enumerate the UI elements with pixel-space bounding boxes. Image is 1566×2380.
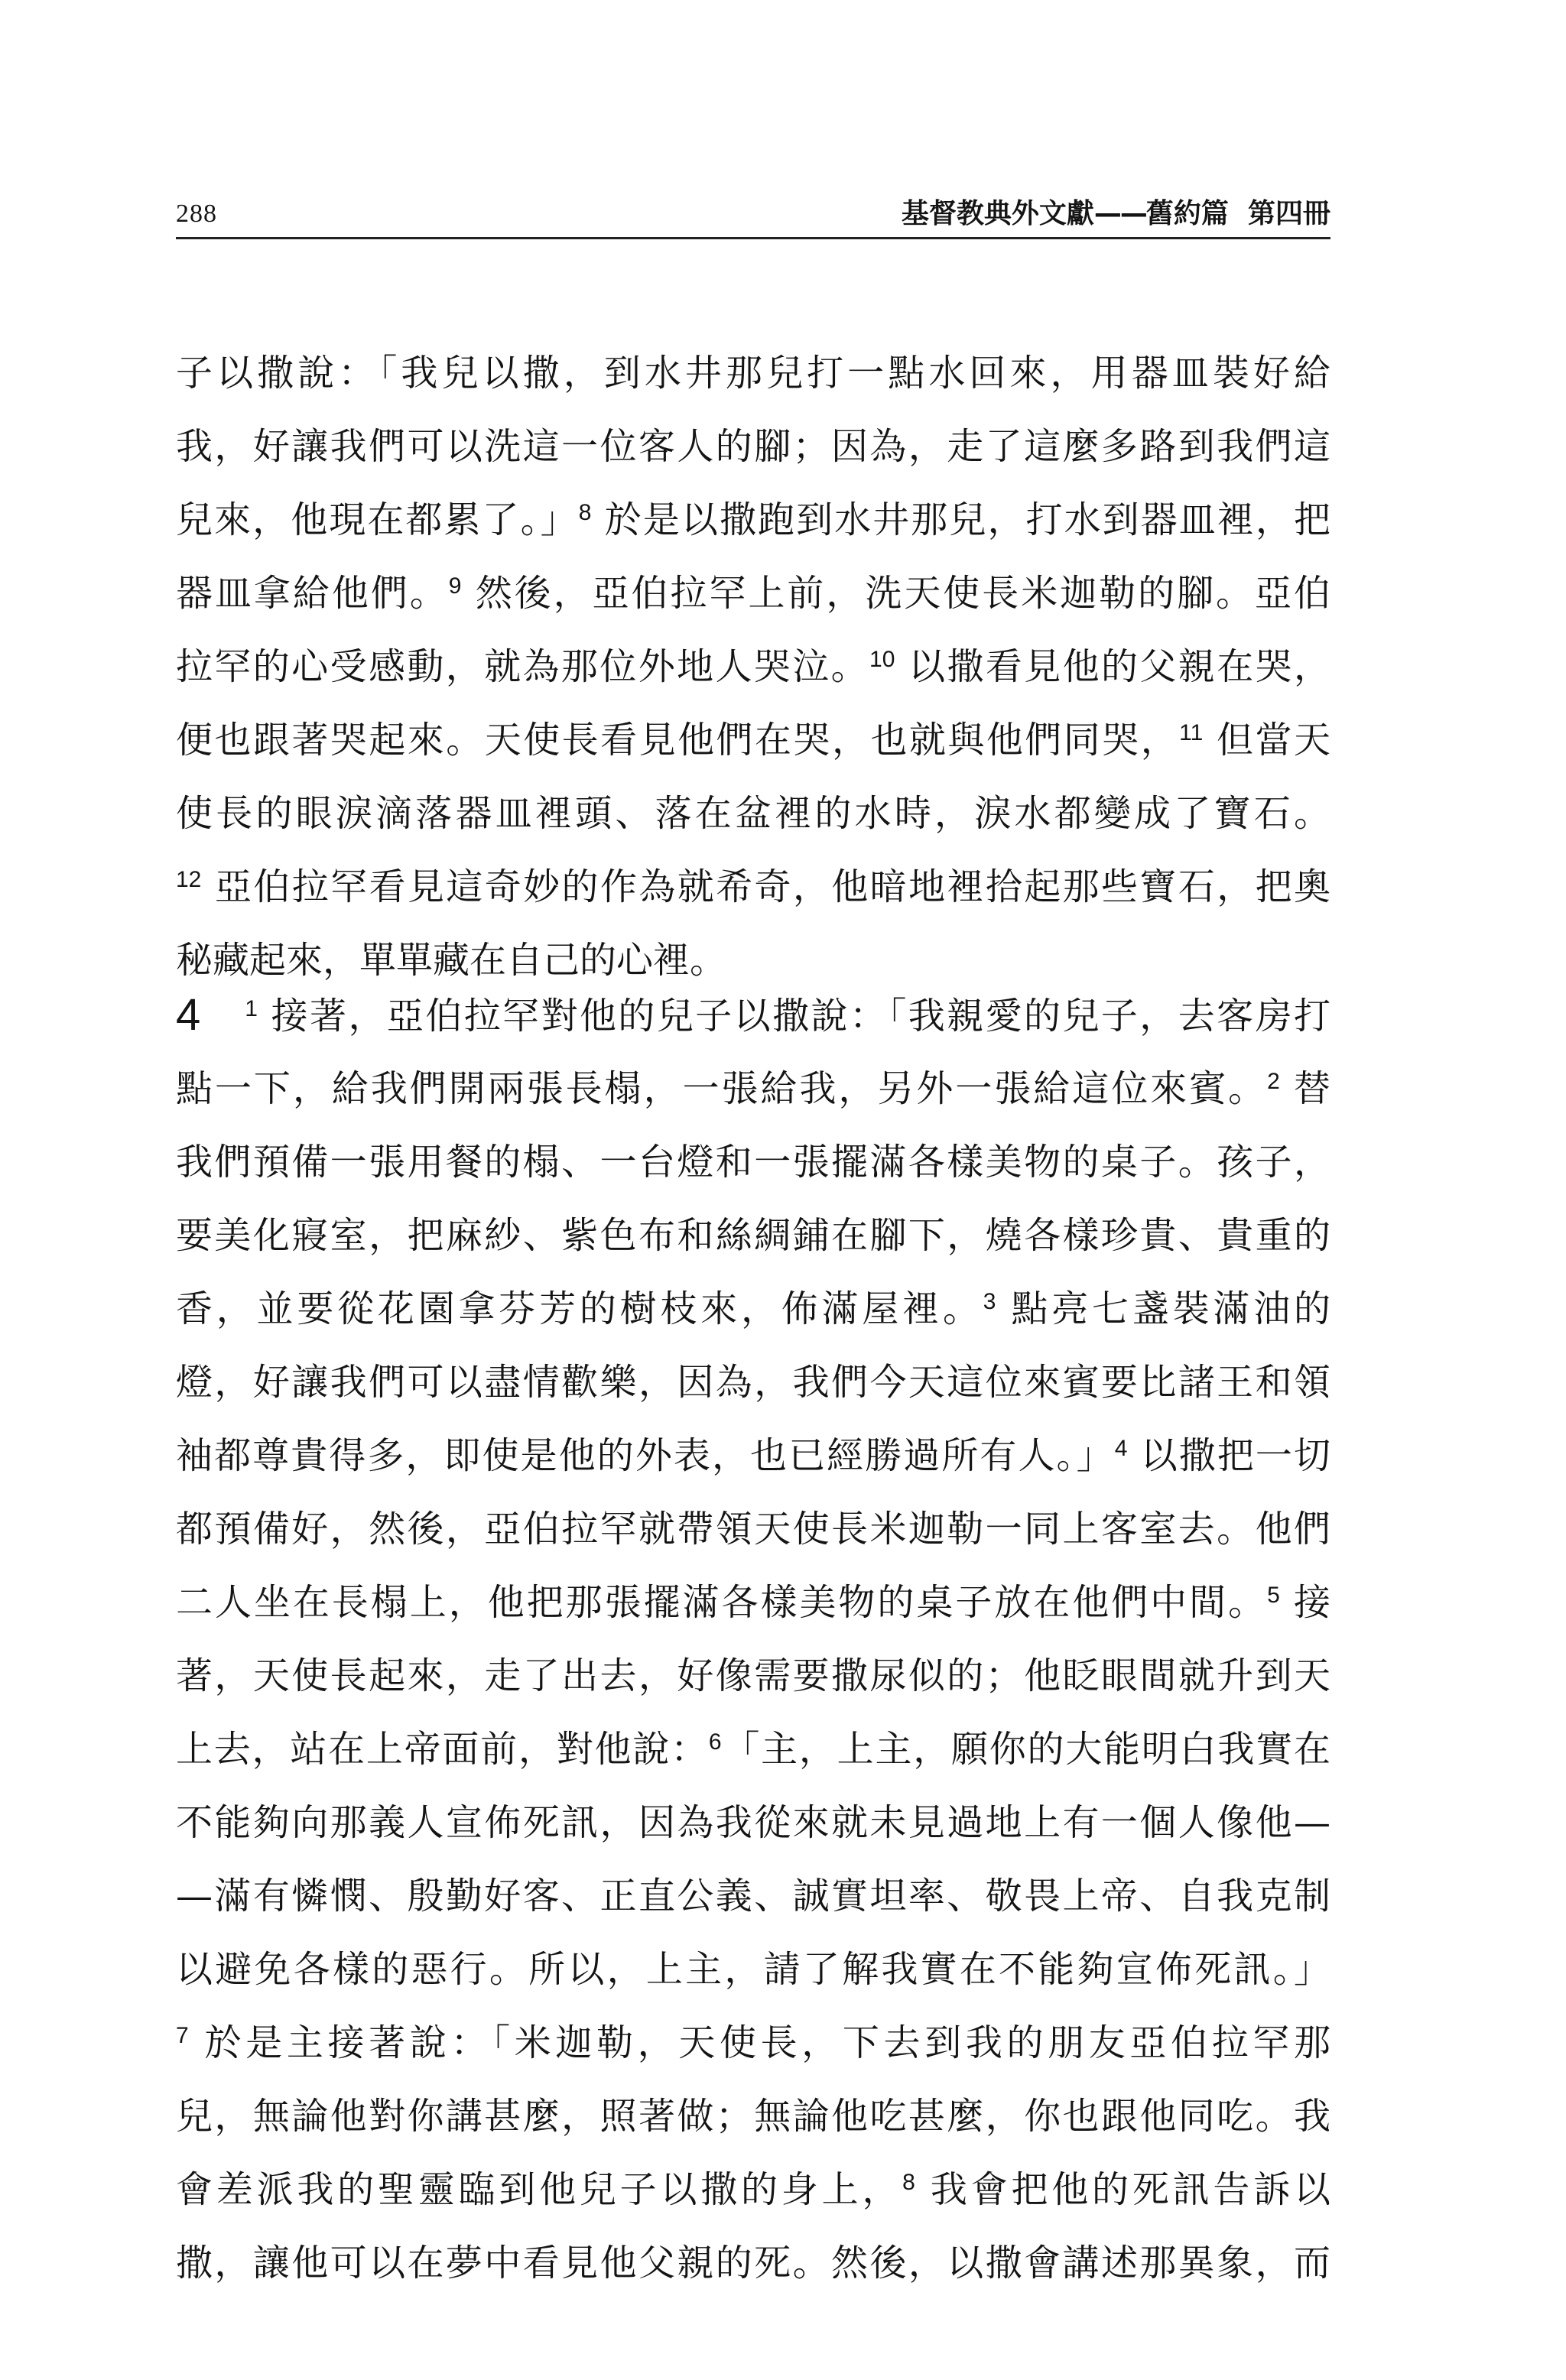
text-line: 燈，好讓我們可以盡情歡樂，因為，我們今天這位來賓要比諸王和領 (176, 1361, 1330, 1404)
line-text: 器皿拿給他們。 (176, 572, 449, 615)
text-line (176, 979, 1330, 1052)
line-text: 我會把他的死訊告訴以 (915, 2168, 1330, 2211)
text-line: 著，天使長起來，走了出去，好像需要撒尿似的；他眨眼間就升到天 (176, 1654, 1330, 1697)
line-text: 亞伯拉罕看見這奇妙的作為就希奇，他暗地裡拾起那些寶石，把奧 (201, 865, 1330, 908)
book-title: 基督教典外文獻 (901, 198, 1094, 229)
verse-number: 5 (1267, 1583, 1280, 1608)
text-line (176, 1052, 1330, 1125)
text-line (176, 2153, 1330, 2226)
line-text: 拉罕的心受感動，就為那位外地人哭泣。 (176, 645, 870, 688)
verse-number: 7 (176, 2023, 189, 2048)
line-text: 但當天 (1203, 719, 1330, 761)
line-text: 香，並要從花園拿芬芳的樹枝來，佈滿屋裡。 (176, 1287, 983, 1330)
running-header (176, 197, 1330, 239)
line-text: 點亮七盞裝滿油的 (996, 1287, 1330, 1330)
line-text: 接 (1279, 1581, 1330, 1624)
text-line: 不能夠向那義人宣佈死訊，因為我從來就未見過地上有一個人像他— (176, 1801, 1330, 1844)
text-line: —滿有憐憫、殷勤好客、正直公義、誠實坦率、敬畏上帝、自我克制 (176, 1875, 1330, 1917)
line-text: 「主，上主，願你的大能明白我實在 (721, 1728, 1330, 1771)
text-line (176, 850, 1330, 924)
text-line (176, 1419, 1330, 1492)
text-line (176, 2006, 1330, 2080)
line-text: 以撒把一切 (1127, 1434, 1330, 1477)
verse-number: 10 (869, 647, 895, 672)
text-line: 兒，無論他對你講甚麼，照著做；無論他吃甚麼，你也跟他同吃。我 (176, 2095, 1330, 2138)
page-number: 288 (176, 200, 217, 228)
verse-number: 6 (708, 1729, 722, 1755)
paragraph-chapter-3-end (176, 336, 1330, 997)
text-line (176, 1713, 1330, 1786)
text-line (176, 557, 1330, 630)
verse-number: 8 (578, 500, 592, 525)
text-line (176, 1566, 1330, 1639)
line-text: 接著，亞伯拉罕對他的兒子以撒說：「我親愛的兒子，去客房打 (257, 995, 1330, 1037)
verse-number: 3 (983, 1289, 996, 1314)
running-title (902, 197, 1330, 231)
volume-title: 第四冊 (1247, 198, 1330, 229)
line-text: 兒來，他現在都累了。」 (176, 498, 579, 541)
text-line: 我們預備一張用餐的榻、一台燈和一張擺滿各樣美物的桌子。孩子， (176, 1141, 1330, 1184)
verse-number: 1 (245, 996, 258, 1021)
text-line: 使長的眼淚滴落器皿裡頭、落在盆裡的水時，淚水都變成了寶石。 (176, 792, 1330, 835)
line-text: 袖都尊貴得多，即使是他的外表，也已經勝過所有人。」 (176, 1434, 1115, 1477)
chapter-number: 4 (176, 990, 201, 1040)
verse-number: 9 (448, 573, 462, 599)
line-text: 以撒看見他的父親在哭， (895, 645, 1330, 688)
text-line: 撒，讓他可以在夢中看見他父親的死。然後，以撒會講述那異象，而 (176, 2242, 1330, 2284)
text-line (176, 483, 1330, 557)
line-text: 二人坐在長榻上，他把那張擺滿各樣美物的桌子放在他們中間。 (176, 1581, 1268, 1624)
verse-number: 4 (1114, 1436, 1128, 1461)
line-text: 替 (1279, 1067, 1330, 1110)
verse-number: 12 (176, 867, 202, 892)
text-line (176, 703, 1330, 777)
text-line: 我，好讓我們可以洗這一位客人的腳；因為，走了這麼多路到我們這 (176, 425, 1330, 468)
text-line: 子以撒說：「我兒以撒，到水井那兒打一點水回來，用器皿裝好給 (176, 352, 1330, 395)
title-separator: —— (1093, 198, 1146, 229)
line-text: 便也跟著哭起來。天使長看見他們在哭，也就與他們同哭， (176, 719, 1180, 761)
verse-number: 8 (902, 2170, 915, 2195)
text-line: 秘藏起來，單單藏在自己的心裡。 (176, 939, 727, 982)
text-line: 都預備好，然後，亞伯拉罕就帶領天使長米迦勒一同上客室去。他們 (176, 1508, 1330, 1550)
text-line: 以避免各樣的惡行。所以，上主，請了解我實在不能夠宣佈死訊。」 (176, 1948, 1330, 1991)
line-text: 上去，站在上帝面前，對他說： (176, 1728, 709, 1771)
line-text: 點一下，給我們開兩張長榻，一張給我，另外一張給這位來賓。 (176, 1067, 1268, 1110)
line-text: 會差派我的聖靈臨到他兒子以撒的身上， (176, 2168, 903, 2211)
text-line: 要美化寢室，把麻紗、紫色布和絲綢鋪在腳下，燒各樣珍貴、貴重的 (176, 1214, 1330, 1257)
section-title: 舊約篇 (1145, 198, 1229, 229)
text-line (176, 1272, 1330, 1346)
verse-number: 2 (1267, 1069, 1280, 1094)
line-text: 然後，亞伯拉罕上前，洗天使長米迦勒的腳。亞伯 (461, 572, 1330, 615)
line-text: 於是主接著說：「米迦勒，天使長，下去到我的朋友亞伯拉罕那 (188, 2021, 1330, 2064)
line-text: 於是以撒跑到水井那兒，打水到器皿裡，把 (591, 498, 1330, 541)
verse-number: 11 (1179, 720, 1204, 745)
chapter-4-paragraph (176, 979, 1330, 2300)
text-line (176, 630, 1330, 703)
